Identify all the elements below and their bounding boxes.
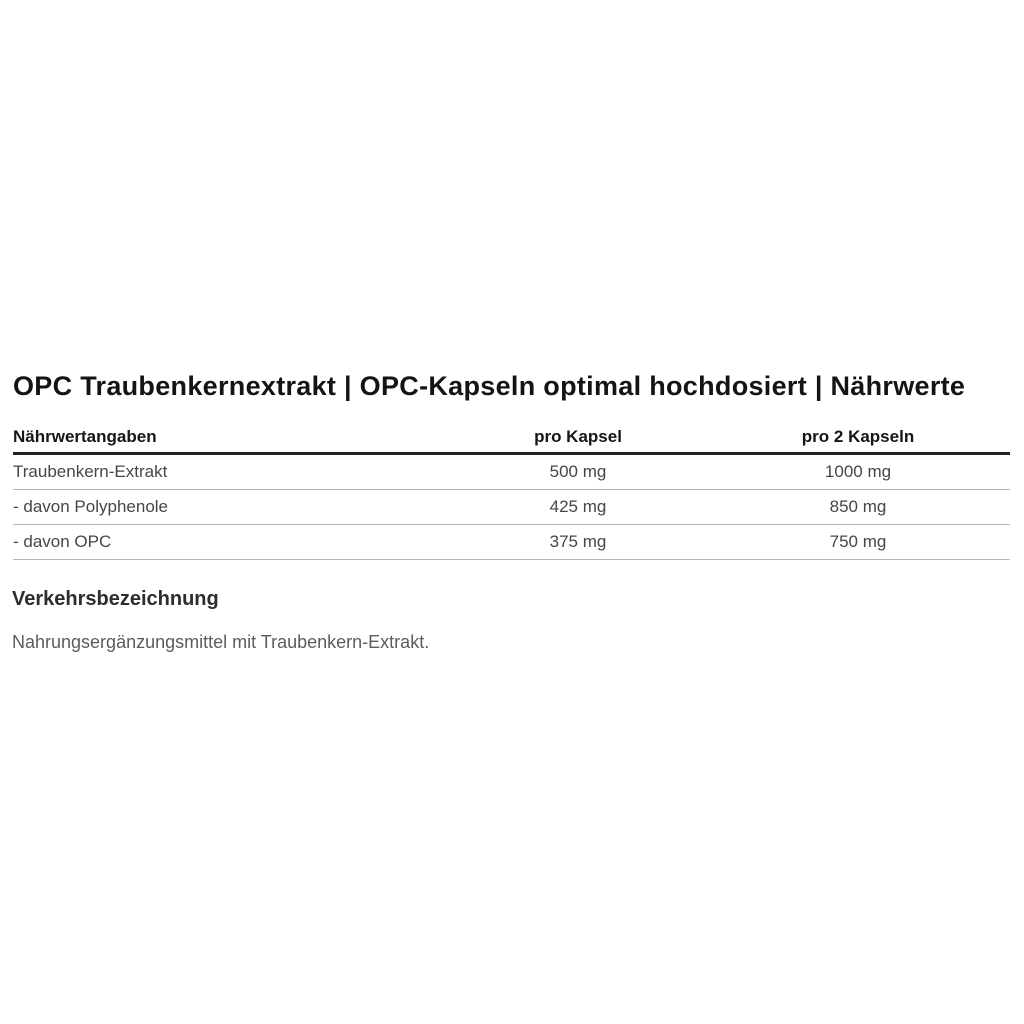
row-value-per-2-capsules: 750 mg [829, 532, 887, 551]
row-value-per-capsule: 425 mg [549, 497, 607, 516]
header-cell-per-capsule: pro Kapsel [534, 427, 622, 446]
row-value-per-capsule: 375 mg [549, 532, 607, 551]
table-row [13, 490, 1010, 525]
header-cell-nutrition-info: Nährwertangaben [13, 427, 157, 446]
table-header-row [13, 427, 1010, 455]
row-label: - davon OPC [13, 532, 112, 551]
header-cell-per-2-capsules: pro 2 Kapseln [801, 427, 915, 446]
table-row [13, 455, 1010, 490]
section-heading-verkehrsbezeichnung: Verkehrsbezeichnung [12, 588, 219, 610]
row-value-per-2-capsules: 850 mg [829, 497, 887, 516]
row-label: Traubenkern-Extrakt [13, 462, 168, 481]
table-row [13, 525, 1010, 560]
row-value-per-2-capsules: 1000 mg [824, 462, 892, 481]
nutrition-table [13, 427, 1010, 560]
row-value-per-capsule: 500 mg [549, 462, 607, 481]
section-text-description: Nahrungsergänzungsmittel mit Traubenkern-Extrakt. [12, 632, 430, 652]
page-title: OPC Traubenkernextrakt | OPC-Kapseln optimal hochdosiert | Nährwerte [13, 371, 966, 401]
row-label: - davon Polyphenole [13, 497, 169, 516]
